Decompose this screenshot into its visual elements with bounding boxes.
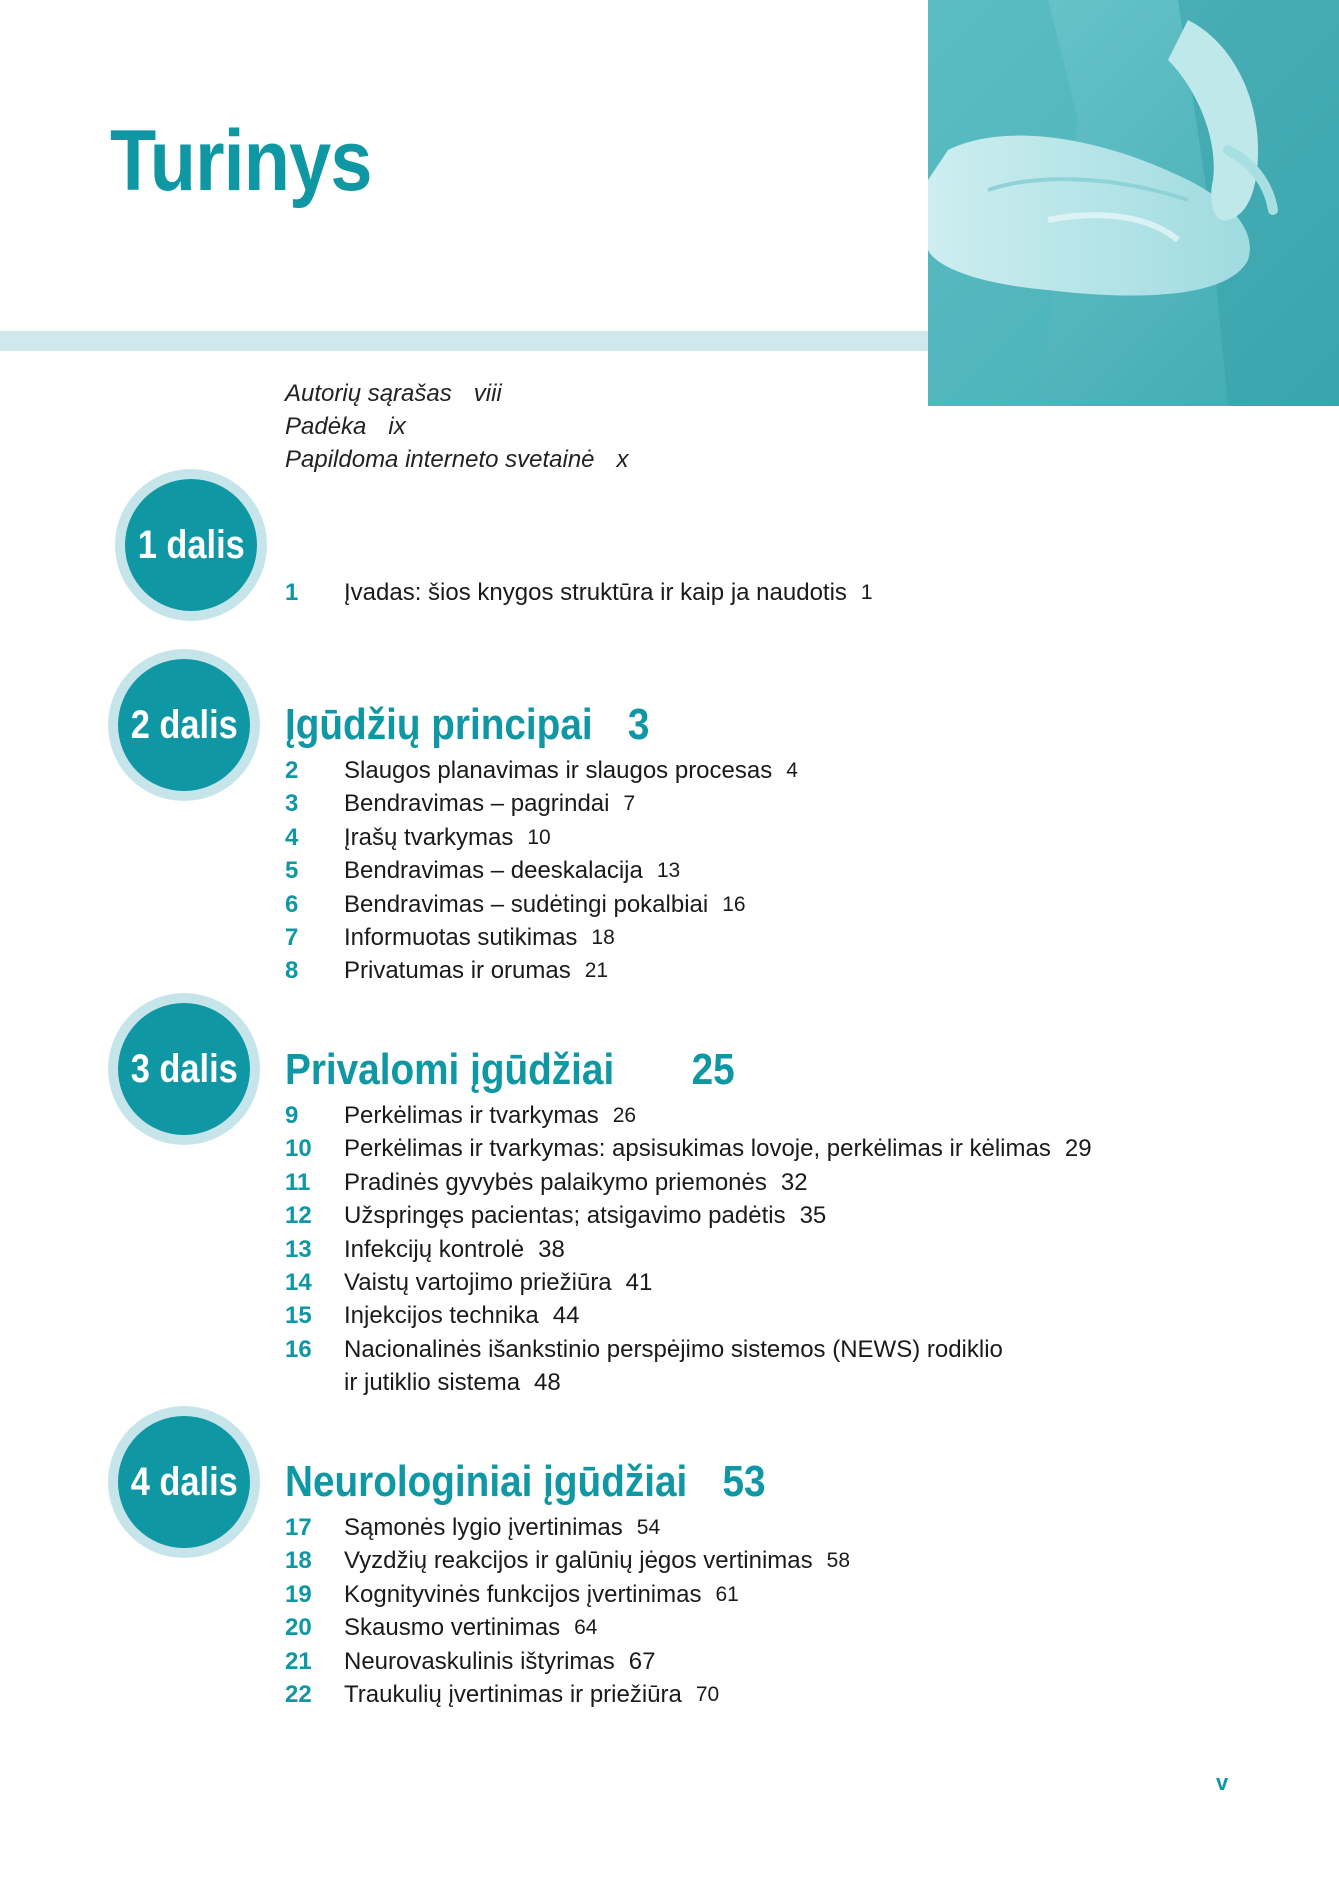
toc-entry[interactable]: 15 Injekcijos technika 44 xyxy=(285,1302,580,1330)
part-1-badge xyxy=(115,469,267,621)
toc-entry[interactable]: 21 Neurovaskulinis ištyrimas 67 xyxy=(285,1647,656,1675)
part-1-chapter-list xyxy=(285,576,873,609)
front-matter-item[interactable]: Padėka ix xyxy=(285,413,406,440)
part-3-badge xyxy=(108,993,260,1145)
toc-entry[interactable]: 10 Perkėlimas ir tvarkymas: apsisukimas lovoje, perkėlimas ir kėlimas 29 xyxy=(285,1135,1092,1163)
toc-entry[interactable]: 17 Sąmonės lygio įvertinimas 54 xyxy=(285,1514,661,1541)
page-number: v xyxy=(1216,1770,1229,1795)
part-2-badge xyxy=(108,649,260,801)
part-2-chapter-list xyxy=(285,754,798,988)
front-matter-list xyxy=(285,377,629,476)
part-4-heading[interactable]: Neurologiniai įgūdžiai 53 xyxy=(285,1457,766,1506)
toc-entry[interactable]: 22 Traukulių įvertinimas ir priežiūra 70 xyxy=(285,1681,720,1709)
header-band xyxy=(0,331,930,351)
toc-entry[interactable]: 13 Infekcijų kontrolė 38 xyxy=(285,1235,565,1263)
toc-entry[interactable]: 20 Skausmo vertinimas 64 xyxy=(285,1614,598,1642)
part-2-heading[interactable]: Įgūdžių principai 3 xyxy=(285,700,650,749)
part-badge-label: 4 dalis xyxy=(130,1459,238,1504)
part-3-heading[interactable]: Privalomi įgūdžiai 25 xyxy=(285,1045,735,1094)
part-4-chapter-list xyxy=(285,1511,850,1711)
toc-entry[interactable]: 11 Pradinės gyvybės palaikymo priemonės 32 xyxy=(285,1168,808,1196)
toc-entry[interactable]: 5 Bendravimas – deeskalacija 13 xyxy=(285,857,681,885)
part-3-chapter-list xyxy=(285,1099,1092,1400)
toc-entry[interactable]: 7 Informuotas sutikimas 18 xyxy=(285,924,615,952)
toc-entry[interactable]: 18 Vyzdžių reakcijos ir galūnių jėgos vertinimas 58 xyxy=(285,1547,851,1575)
front-matter-item[interactable]: Autorių sąrašas viii xyxy=(285,380,502,407)
toc-entry[interactable]: 3 Bendravimas – pagrindai 7 xyxy=(285,790,636,818)
toc-entry[interactable]: 9 Perkėlimas ir tvarkymas 26 xyxy=(285,1102,637,1129)
part-badge-label: 3 dalis xyxy=(130,1046,238,1091)
toc-entry[interactable]: 4 Įrašų tvarkymas 10 xyxy=(285,823,551,851)
page-title: Turinys xyxy=(110,113,372,209)
toc-entry[interactable]: 12 Užspringęs pacientas; atsigavimo padėtis 35 xyxy=(285,1202,827,1230)
toc-entry[interactable]: 1 Įvadas: šios knygos struktūra ir kaip ja naudotis 1 xyxy=(285,579,873,606)
part-badge-label: 1 dalis xyxy=(137,522,245,567)
front-matter-item[interactable]: Papildoma interneto svetainė x xyxy=(285,446,629,473)
toc-entry[interactable]: 19 Kognityvinės funkcijos įvertinimas 61 xyxy=(285,1580,739,1608)
part-4-badge xyxy=(108,1406,260,1558)
cover-photo-hands xyxy=(928,0,1339,406)
toc-entry[interactable]: 8 Privatumas ir orumas 21 xyxy=(285,957,609,985)
toc-entry[interactable]: 14 Vaistų vartojimo priežiūra 41 xyxy=(285,1269,653,1297)
toc-entry[interactable]: 6 Bendravimas – sudėtingi pokalbiai 16 xyxy=(285,890,746,918)
part-badge-label: 2 dalis xyxy=(130,702,238,747)
toc-entry[interactable]: 2 Slaugos planavimas ir slaugos procesas 4 xyxy=(285,757,798,784)
toc-entry[interactable]: 16 Nacionalinės išankstinio perspėjimo sistemos (NEWS) rodiklio ir jutiklio sistema 48 xyxy=(285,1335,1003,1397)
